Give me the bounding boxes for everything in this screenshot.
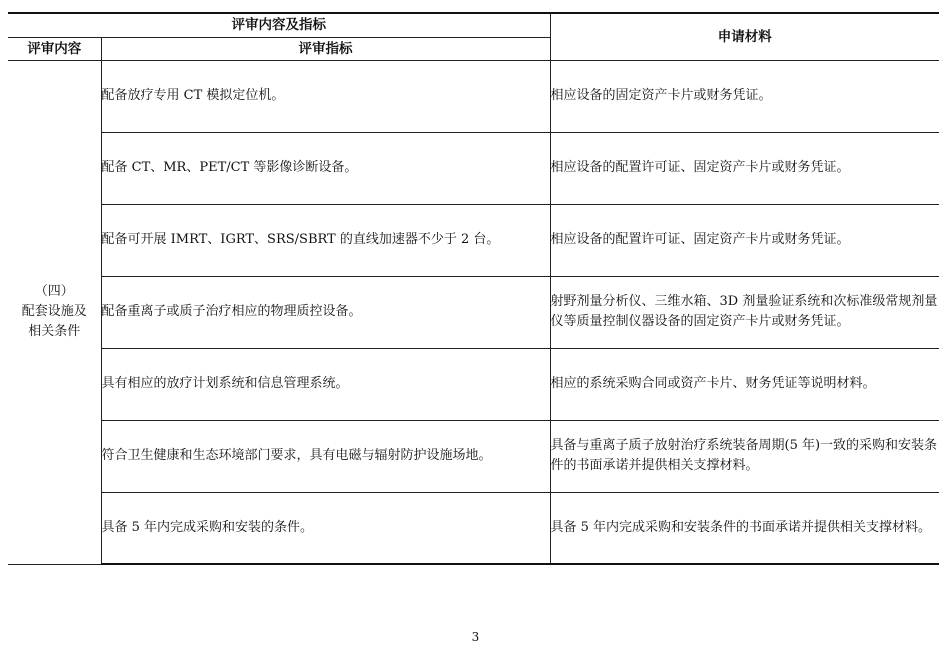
table-row: [8, 348, 939, 420]
material-cell: 具备 5 年内完成采购和安装条件的书面承诺并提供相关支撑材料。: [550, 492, 939, 564]
header-group-title: 评审内容及指标: [8, 13, 550, 37]
header-row-top: [8, 13, 939, 37]
indicator-cell: 配备可开展 IMRT、IGRT、SRS/SBRT 的直线加速器不少于 2 台。: [101, 204, 550, 276]
header-material: 申请材料: [550, 13, 939, 60]
table-row: [8, 492, 939, 564]
table-row: [8, 276, 939, 348]
header-indicator: 评审指标: [101, 37, 550, 60]
category-line: 配套设施及: [21, 304, 87, 319]
category-line: （四）: [34, 284, 74, 299]
indicator-cell: 具备 5 年内完成采购和安装的条件。: [101, 492, 550, 564]
indicator-cell: 配备 CT、MR、PET/CT 等影像诊断设备。: [101, 132, 550, 204]
material-cell: 相应设备的配置许可证、固定资产卡片或财务凭证。: [550, 204, 939, 276]
review-criteria-table: [8, 12, 939, 565]
material-cell: 具备与重离子质子放射治疗系统装备周期(5 年)一致的采购和安装条件的书面承诺并提供相关支撑材料。: [550, 420, 939, 492]
indicator-cell: 具有相应的放疗计划系统和信息管理系统。: [101, 348, 550, 420]
material-cell: 相应设备的配置许可证、固定资产卡片或财务凭证。: [550, 132, 939, 204]
category-cell: [8, 60, 101, 564]
table-row: [8, 132, 939, 204]
material-cell: 射野剂量分析仪、三维水箱、3D 剂量验证系统和次标准级常规剂量仪等质量控制仪器设备的固定资产卡片或财务凭证。: [550, 276, 939, 348]
indicator-cell: 符合卫生健康和生态环境部门要求，具有电磁与辐射防护设施场地。: [101, 420, 550, 492]
material-cell: 相应的系统采购合同或资产卡片、财务凭证等说明材料。: [550, 348, 939, 420]
indicator-cell: 配备重离子或质子治疗相应的物理质控设备。: [101, 276, 550, 348]
material-cell: 相应设备的固定资产卡片或财务凭证。: [550, 60, 939, 132]
table-row: [8, 60, 939, 132]
header-content: 评审内容: [8, 37, 101, 60]
table-row: [8, 204, 939, 276]
category-line: 相关条件: [28, 324, 81, 339]
table-row: [8, 420, 939, 492]
page-number: 3: [471, 630, 480, 644]
indicator-cell: 配备放疗专用 CT 模拟定位机。: [101, 60, 550, 132]
